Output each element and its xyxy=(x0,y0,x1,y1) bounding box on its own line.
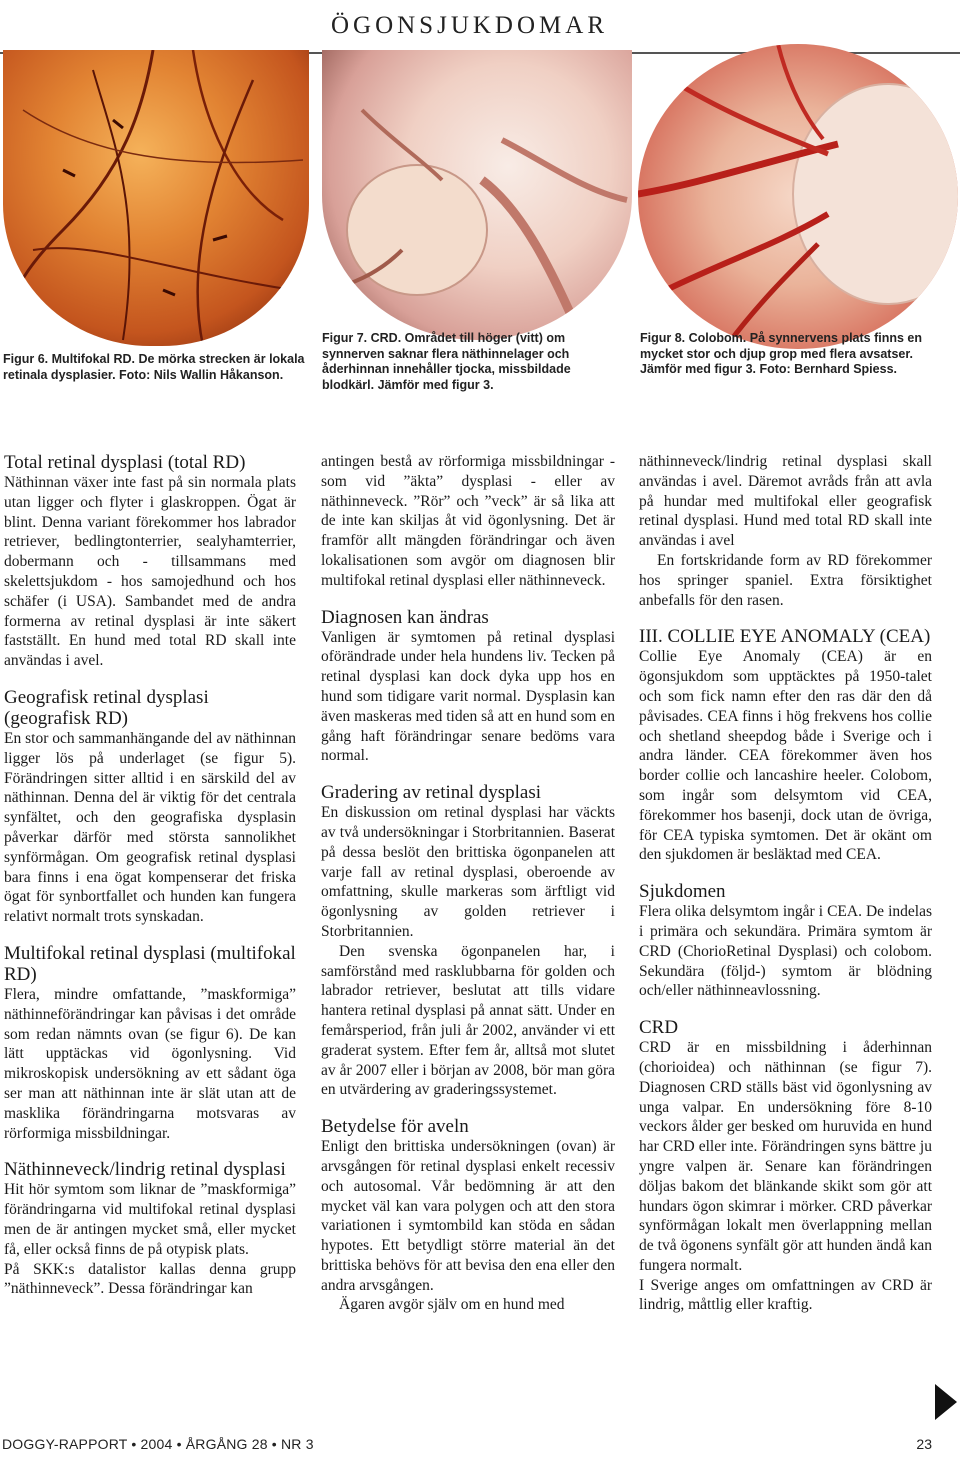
figure-6-fundus-image xyxy=(3,50,309,346)
figure-8-caption xyxy=(640,331,940,378)
paragraph-betydelse-aveln: Enligt den brittiska undersökningen (ovan) är arvsgången för retinal dysplasi enkelt recessiv och autosomal. Vår bedömning är att den mycket väl kan vara polygen och att den stora variationen i symtombild kan stöda en sådan hypotes. Ett betydligt större material än det brittiska behövs för att bevisa den ena eller den andra arvsgången. xyxy=(321,1138,615,1294)
paragraph-total-rd: Näthinnan växer inte fast på sin normala plats utan ligger och flyter i glaskroppen. Ögat är blint. Denna variant förekommer hos labrador retriever, bedlingtonterrier, sealyhamterrier, dobermann och - tillsammans med skelettsjukdom - hos samojedhund och hos schäfer (i USA). Sambandet med de andra formerna av retinal dysplasi är inte säkert fastställt. En hund med total RD skall inte användas i avel. xyxy=(4,474,296,670)
figure-6-caption-text: Multifokal RD. De mörka strecken är lokala retinala dysplasier. Foto: Nils Wallin Håkanson. xyxy=(3,352,305,382)
paragraph-crd-sverige: I Sverige anges om omfattningen av CRD är lindrig, måttlig eller kraftig. xyxy=(639,1276,932,1314)
figure-7-caption-text: Området till höger (vitt) om synnerven saknar flera näthinnelager och åderhinnan innehåller tjocka, missbildade blodkärl. Jämför med figur 3. xyxy=(322,331,571,392)
heading-betydelse-aveln: Betydelse för aveln xyxy=(321,1116,469,1138)
figure-6-caption xyxy=(3,352,306,383)
heading-geografisk-rd: Geografisk retinal dysplasi (geografisk RD) xyxy=(4,686,209,729)
figure-7-vessels xyxy=(322,50,632,340)
paragraph-cea: Collie Eye Anomaly (CEA) är en ögonsjukdom som upptäcktes på 1950-talet och som fick namn efter den ras där den då påvisades. CEA finns i hög frekvens hos collie och shetland sheepdog både i Sverige och i andra länder. CEA förekommer även hos border collie och lancashire heeler. Colobom, som ingår som delsymtom vid CEA, förekommer hos basenji, dock utan de övriga, för CEA typiska symtomen. Det är okänt om den sjukdomen är besläktad med CEA. xyxy=(639,648,932,864)
figure-6-label: Figur 6. xyxy=(3,352,49,366)
column-1 xyxy=(4,452,296,1299)
next-page-arrow-icon xyxy=(935,1384,957,1420)
heading-multifokal-rd: Multifokal retinal dysplasi (multifokal RD) xyxy=(4,942,296,985)
heading-cea: III. COLLIE EYE ANOMALY (CEA) xyxy=(639,626,931,648)
figure-7-label: Figur 7. CRD. xyxy=(322,331,402,345)
section-title: ÖGONSJUKDOMAR xyxy=(330,12,608,39)
figure-8-vessels xyxy=(638,44,958,349)
paragraph-multifokal-rd: Flera, mindre omfattande, ”maskformiga” näthinneförändringar kan påvisas i det område som redan nämnts ovan (se figur 6). De kan lätt upptäckas vid ögonlysning. Vid mikroskopisk undersökning av ett sådant öga ser man att näthinnan inte är slät utan att de masklika förändringarna motsvaras av rörformiga missbildningar. xyxy=(4,985,296,1142)
paragraph-skk-datalistor: På SKK:s datalistor kallas denna grupp ”näthinneveck”. Dessa förändringar kan xyxy=(4,1260,296,1298)
heading-total-rd: Total retinal dysplasi (total RD) xyxy=(4,452,246,473)
heading-crd: CRD xyxy=(639,1017,679,1039)
paragraph-diagnosen: Vanligen är symtomen på retinal dysplasi oförändrade under hela hundens liv. Tecken på retinal dysplasi kan dock dyka upp hos en hund som tidigare varit normal. Dysplasin kan även maskeras med tiden så att en hund som en gång haft förändringar senare bedöms vara normal. xyxy=(321,628,615,765)
paragraph-agaren: Ägaren avgör själv om en hund med xyxy=(339,1296,565,1314)
paragraph-svenska-ogonpanelen: Den svenska ögonpanelen har, i samförstånd med rasklubbarna för golden och labrador retriever, beslutat att tills vidare hantera retinal dysplasi på annat sätt. Under en femårsperiod, från juli år 2002, använder vi ett graderat system. Efter fem år, alltså mot slutet av år 2007 eller i början av 2008, bör man göra en utvärdering av graderingssystemet. xyxy=(321,942,615,1099)
paragraph-sjukdomen: Flera olika delsymtom ingår i CEA. De indelas i primära och sekundära. Primära symtom är CRD (ChorioRetinal Dysplasi) och colobom. Sekundära (följd-) symtom är blödning och/eller näthinneavlossning. xyxy=(639,903,932,1000)
paragraph-springer-spaniel: En fortskridande form av RD förekommer hos springer spaniel. Extra försiktighet anbefalls för den rasen. xyxy=(639,551,932,609)
column-3 xyxy=(639,452,932,1315)
figure-7-caption xyxy=(322,331,622,393)
page-number: 23 xyxy=(916,1436,932,1452)
paragraph-gradering: En diskussion om retinal dysplasi har väckts av två undersökningar i Storbritannien. Baserat på dessa beslöt den brittiska ögonpanelen att varje fall av retinal dysplasi, oberoende av omfattning, skulle markeras som ärftligt vid ögonlysning av golden retriever i Storbritannien. xyxy=(321,804,615,940)
figure-6-vessels xyxy=(3,50,309,346)
figure-8-fundus-image xyxy=(638,44,958,349)
paragraph-nathinneveck: Hit hör symtom som liknar de ”maskformiga” förändringarna vid multifokal retinal dysplasi men de är antingen mycket små, eller mycket få, eller också finns de på otypisk plats. xyxy=(4,1181,296,1258)
paragraph-geografisk-rd: En stor och sammanhängande del av näthinnan ligger lös på underlaget (se figur 5). Förändringen sitter alltid i en särskild del av näthinnan. Denna del är viktig för det centrala synfältet, och den geografiska dysplasin påverkar därför med största sannolikhet synförmågan. Om geografisk retinal dysplasi bara finns i ena ögat kompenserar det friska ögat för synbortfallet och hunden kan fungera relativt normalt trots synskadan. xyxy=(4,729,296,926)
paragraph-avel: näthinneveck/lindrig retinal dysplasi skall användas i avel. Däremot avråds från att avla på hundar med multifokal eller geografisk retinal dysplasi. Hund med total RD skall inte användas i avel xyxy=(639,453,932,550)
heading-sjukdomen: Sjukdomen xyxy=(639,881,726,903)
footer-publication: DOGGY-RAPPORT • 2004 • ÅRGÅNG 28 • NR 3 xyxy=(2,1436,314,1452)
paragraph-continued: antingen bestå av rörformiga missbildningar - som vid ”äkta” dysplasi - eller av näthinneveck. ”Rör” och ”veck” är så lika att de inte kan skiljas åt vid ögonlysning. Det är framför allt mängden förändringar och även lokalisationen som avgör om diagnosen blir multifokal retinal dysplasi eller näthinneveck. xyxy=(321,453,615,589)
heading-gradering: Gradering av retinal dysplasi xyxy=(321,782,542,804)
column-2 xyxy=(321,452,615,1315)
figure-7-fundus-image xyxy=(322,50,632,340)
paragraph-crd: CRD är en missbildning i åderhinnan (chorioidea) och näthinnan (se figur 7). Diagnosen CRD ställs bäst vid ögonlysning av unga valpar. En undersökning före 8-10 veckors ålder ger besked om huruvida en hund har CRD eller inte. Förändringen syns bättre ju yngre valpen är. Senare kan förändringen döljas bakom det blänkande skikt som gör att hundars ögon skimrar i mörker. CRD påverkar synförmågan lokalt men överlappning mellan de två ögonens synfält gör att hunden ändå kan fungera normalt. xyxy=(639,1039,932,1274)
figure-8-label: Figur 8. Colobom. xyxy=(640,331,747,345)
heading-diagnosen: Diagnosen kan ändras xyxy=(321,606,489,628)
figure-8-caption-text: På synnervens plats finns en mycket stor och djup grop med flera avsatser. Jämför med figur 3. Foto: Bernhard Spiess. xyxy=(640,331,923,376)
heading-nathinneveck: Näthinneveck/lindrig retinal dysplasi xyxy=(4,1159,286,1181)
